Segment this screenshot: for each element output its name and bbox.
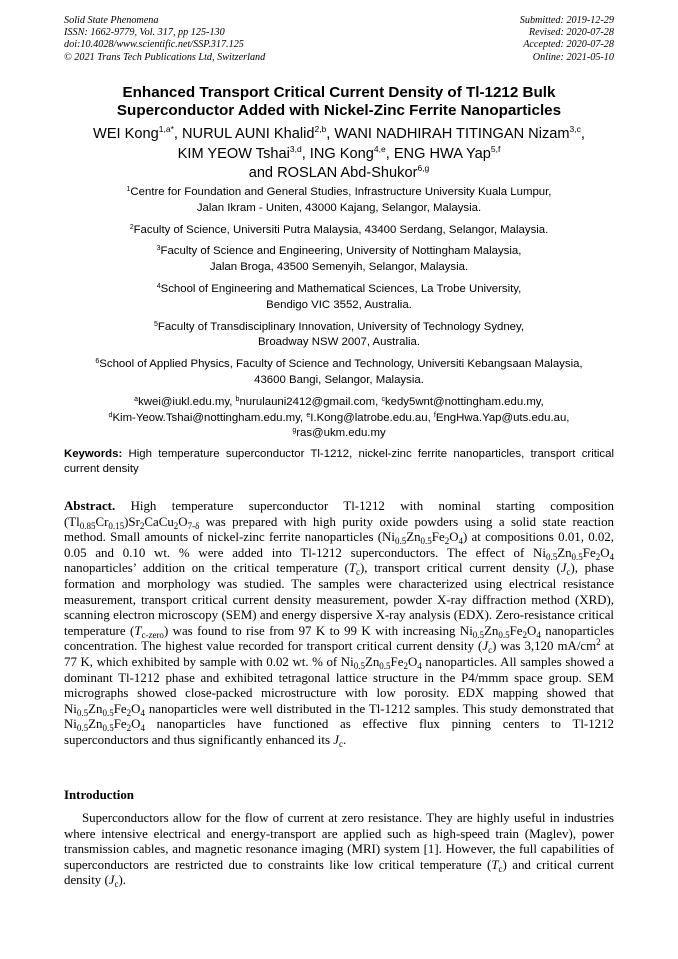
author-name: KIM YEOW Tshai bbox=[177, 145, 290, 162]
introduction-paragraph: Superconductors allow for the flow of current at zero resistance. They are highly useful in industries where intensive electrical and energy-transport are applied such as high-speed train (Maglev), power transmission cables, and magnetic resonance imaging (MRI) system [1]. However, the full capabilities of superconductors are restricted due to constraints like low critical temperature $(T_c)$ and critical current density $(J_c)$. bbox=[64, 811, 614, 890]
date-submitted: Submitted: 2019-12-29 bbox=[519, 15, 614, 26]
affiliation-3: $^3$Faculty of Science and Engineering, University of Nottingham Malaysia, Jalan Broga, 43500 Semenyih, Selangor, Malaysia. bbox=[156, 245, 522, 274]
journal-copyright: © 2021 Trans Tech Publications Ltd, Switzerland bbox=[64, 51, 266, 63]
author-name: NURUL AUNI Khalid bbox=[181, 126, 315, 142]
email-list bbox=[40, 395, 638, 442]
affiliation-4: $^4$School of Engineering and Mathematical Sciences, La Trobe University, Bendigo VIC 3552, Australia. bbox=[156, 282, 522, 311]
author-line: KIM YEOW Tshai$^{3,d}$, ING Kong$^{4,e}$, ENG HWA Yap$^{5,f}$ bbox=[177, 143, 501, 162]
author-line: and ROSLAN Abd-Shukor$^{6,g}$ bbox=[248, 163, 430, 181]
email-line: $^g$ras@ukm.edu.my bbox=[292, 427, 386, 440]
email-line: $^a$kwei@iukl.edu.my, $^b$nurulauni2412@gmail.com, $^c$kedy5wnt@nottingham.edu.my, bbox=[134, 395, 544, 408]
email-link[interactable]: nurulauni2412@gmail.com, bbox=[239, 395, 382, 408]
keywords-label: Keywords: bbox=[64, 448, 123, 460]
abstract: Abstract. High temperature superconductor Tl-1212 with nominal starting composition $(Tl_{0.85}Cr_{0.15})Sr_2CaCu_2O_{7-\delta}$ was prepared with high purity oxide powders using a solid state reaction method. Small amounts of nickel-zinc ferrite nanoparticles $(Ni_{0.5}Zn_{0.5}Fe_2O_4)$ at compositions 0.01, 0.02, 0.05 and 0.10 wt. % were added into Tl-1212 superconductors. The effect of $Ni_{0.5}Zn_{0.5}Fe_2O_4$ nanoparticles’ addition on the critical temperature $(T_c)$, transport critical current density $(J_c)$, phase formation and morphology was studied. The samples were characterized using electrical resistance measurement, transport critical current density measurement, powder X-ray diffraction method (XRD), scanning electron microscopy (SEM) and energy dispersive X-ray analysis (EDX). Zero-resistance critical temperature $(T_{c-zero})$ was found to rise from 97 K to 99 K with increasing $Ni_{0.5}Zn_{0.5}Fe_2O_4$ nanoparticles concentration. The highest value recorded for transport critical current density $(J_c)$ was 3,120 $mA/cm^2$ at 77 K, which exhibited by sample with 0.02 wt. % of $Ni_{0.5}Zn_{0.5}Fe_2O_4$ nanoparticles. All samples showed a dominant Tl-1212 phase and exhibited tetragonal lattice structure in the P4/mmm space group. SEM micrographs showed close-packed microstructure with low porosity. EDX mapping showed that $Ni_{0.5}Zn_{0.5}Fe_2O_4$ nanoparticles were well distributed in the Tl-1212 samples. This study demonstrated that $Ni_{0.5}Zn_{0.5}Fe_2O_4$ nanoparticles have functioned as effective flux pinning centers to Tl-1212 superconductors and thus significantly enhanced its $J_c$. bbox=[64, 499, 615, 749]
title-line: Enhanced Transport Critical Current Density of Tl-1212 Bulk bbox=[122, 84, 556, 101]
author-list bbox=[30, 125, 648, 184]
title-line: Superconductor Added with Nickel-Zinc Ferrite Nanoparticles bbox=[116, 102, 562, 119]
date-accepted: Accepted: 2020-07-28 bbox=[523, 39, 614, 51]
author-name: ENG HWA Yap bbox=[393, 145, 491, 162]
date-online: Online: 2021-05-10 bbox=[532, 51, 614, 63]
keywords-text: High temperature superconductor Tl-1212, nickel-zinc ferrite nanoparticles, transport critical current density bbox=[64, 448, 614, 475]
abstract-label: Abstract. bbox=[64, 499, 116, 513]
affiliation-1: $^1$Centre for Foundation and General Studies, Infrastructure University Kuala Lumpur, Jalan Ikram - Uniten, 43000 Kajang, Selangor, Malaysia. bbox=[126, 186, 552, 214]
journal-issn: ISSN: 1662-9779, Vol. 317, pp 125-130 bbox=[64, 27, 225, 39]
email-line: $^d$Kim-Yeow.Tshai@nottingham.edu.my, $^e$I.Kong@latrobe.edu.au, $^f$EngHwa.Yap@uts.edu.au, bbox=[108, 411, 570, 424]
date-revised: Revised: 2020-07-28 bbox=[528, 27, 614, 39]
email-link[interactable]: Kim-Yeow.Tshai@nottingham.edu.my, bbox=[112, 411, 307, 424]
email-link[interactable]: I.Kong@latrobe.edu.au, bbox=[310, 411, 434, 424]
author-name: WEI Kong bbox=[93, 126, 159, 142]
email-link[interactable]: ras@ukm.edu.my bbox=[296, 427, 386, 440]
paper-title bbox=[40, 84, 638, 120]
affiliation-2: $^2$Faculty of Science, Universiti Putra Malaysia, 43400 Serdang, Selangor, Malaysia. bbox=[129, 223, 549, 236]
author-name: WANI NADHIRAH TITINGAN Nizam bbox=[334, 126, 570, 142]
journal-info bbox=[64, 15, 265, 64]
affiliation-5: $^5$Faculty of Transdisciplinary Innovation, University of Technology Sydney, Broadway NSW 2007, Australia. bbox=[153, 320, 525, 349]
section-heading-introduction: Introduction bbox=[64, 788, 134, 802]
publication-dates bbox=[520, 15, 614, 64]
author-name: ING Kong bbox=[309, 145, 374, 162]
affiliation-6: $^6$School of Applied Physics, Faculty of Science and Technology, Universiti Kebangsaan Malaysia, 43600 Bangi, Selangor, Malaysia. bbox=[95, 358, 583, 386]
keywords bbox=[64, 447, 614, 477]
affiliations bbox=[40, 185, 638, 442]
author-name: ROSLAN Abd-Shukor bbox=[277, 165, 418, 181]
journal-name: Solid State Phenomena bbox=[64, 15, 159, 26]
journal-doi: doi:10.4028/www.scientific.net/SSP.317.125 bbox=[64, 39, 244, 51]
email-link[interactable]: kedy5wnt@nottingham.edu.my, bbox=[384, 395, 544, 408]
email-link[interactable]: kwei@iukl.edu.my, bbox=[138, 395, 236, 408]
author-line: WEI Kong$^{1,a*}$, NURUL AUNI Khalid$^{2,b}$, WANI NADHIRAH TITINGAN Nizam$^{3,c}$, bbox=[93, 124, 585, 142]
email-link[interactable]: EngHwa.Yap@uts.edu.au, bbox=[435, 411, 570, 424]
